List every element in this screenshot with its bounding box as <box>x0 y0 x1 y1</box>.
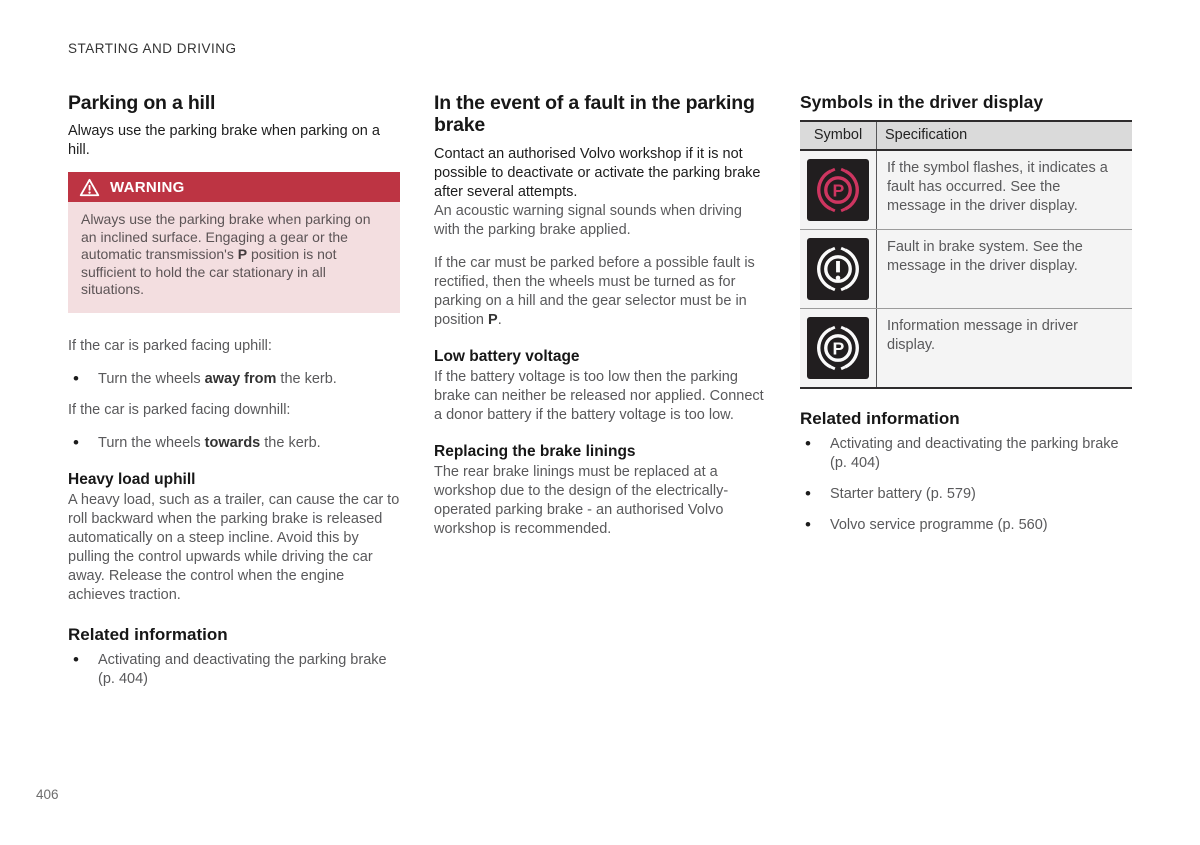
related-list-right <box>800 435 1132 535</box>
related-item: • Activating and deactivating the parking brake (p. 404) <box>800 435 1132 473</box>
article-title-parking-on-a-hill: Parking on a hill <box>68 92 216 114</box>
content-columns <box>68 92 1132 701</box>
related-information-heading-right: Related information <box>800 409 960 428</box>
table-row <box>800 229 1132 308</box>
table-header-row <box>800 122 1132 151</box>
header-cell-specification: Specification <box>885 127 968 143</box>
bullet-list-uphill <box>68 370 400 389</box>
warning-label: WARNING <box>110 178 185 196</box>
page-number: 406 <box>36 787 59 802</box>
paragraph-acoustic-warning: An acoustic warning signal sounds when driving with the parking brake applied. <box>434 202 742 238</box>
spec-cell: If the symbol flashes, it indicates a fault has occurred. See the message in the driver display. <box>887 160 1108 214</box>
related-information-heading-left: Related information <box>68 624 228 644</box>
table-row <box>800 308 1132 387</box>
paragraph-downhill-intro: If the car is parked facing downhill: <box>68 401 291 418</box>
bullet-list-downhill <box>68 434 400 453</box>
page-kicker: STARTING AND DRIVING <box>68 41 237 56</box>
spec-cell: Information message in driver display. <box>887 318 1078 353</box>
table-row <box>800 151 1132 229</box>
subheading-replacing-brake-linings: Replacing the brake linings <box>434 442 636 460</box>
related-item: • Volvo service programme (p. 560) <box>800 516 1132 535</box>
related-item: • Activating and deactivating the parking brake (p. 404) <box>68 651 400 689</box>
article-title-fault-parking-brake: In the event of a fault in the parking brake <box>434 92 755 137</box>
warning-triangle-icon <box>79 178 100 197</box>
symbol-cell <box>800 151 877 229</box>
parking-brake-fault-icon <box>807 159 869 221</box>
symbol-cell <box>800 230 877 308</box>
related-list-left <box>68 651 400 689</box>
brake-system-warning-icon <box>807 238 869 300</box>
warning-text: Always use the parking brake when parking on an inclined surface. Engaging a gear or the automatic transmission's <box>81 211 371 263</box>
paragraph-brake-linings: The rear brake linings must be replaced at a workshop due to the design of the electrically-operated parking brake - an authorised Volvo workshop is recommended. <box>434 463 729 537</box>
symbols-heading: Symbols in the driver display <box>800 92 1044 112</box>
symbols-panel <box>800 92 1132 547</box>
list-item-uphill: • Turn the wheels away from the kerb. <box>68 370 400 389</box>
paragraph-park-before-fault: If the car must be parked before a possible fault is rectified, then the wheels must be turned as for parking on a hill and the gear selector must be in position P. <box>434 254 755 328</box>
lead-paragraph-fault: Contact an authorised Volvo workshop if it is not possible to deactivate or activate the parking brake after several attempts. <box>434 145 761 200</box>
article-parking-on-a-hill <box>68 92 400 701</box>
paragraph-heavy-load: A heavy load, such as a trailer, can cause the car to roll backward when the parking brake is released automatically on a steep incline. Avoid this by pulling the control upwards while driving the car away. Release the control when the engine achieves traction. <box>68 491 400 603</box>
warning-box <box>68 172 400 313</box>
symbols-table <box>800 120 1132 389</box>
warning-body <box>68 202 400 313</box>
list-item-downhill: • Turn the wheels towards the kerb. <box>68 434 400 453</box>
spec-cell: Fault in brake system. See the message in the driver display. <box>887 239 1083 274</box>
article-fault-in-parking-brake <box>434 92 766 553</box>
related-item: • Starter battery (p. 579) <box>800 485 1132 504</box>
lead-paragraph: Always use the parking brake when parking on a hill. <box>68 123 380 159</box>
symbol-cell <box>800 309 877 387</box>
subheading-heavy-load-uphill: Heavy load uphill <box>68 470 196 488</box>
subheading-low-battery-voltage: Low battery voltage <box>434 347 580 365</box>
paragraph-low-battery: If the battery voltage is too low then the parking brake can neither be released nor applied. Connect a donor battery if the battery voltage is too low. <box>434 368 764 423</box>
warning-header <box>68 172 400 202</box>
parking-brake-info-icon <box>807 317 869 379</box>
warning-text-bold-p: P <box>237 246 248 263</box>
paragraph-uphill-intro: If the car is parked facing uphill: <box>68 337 272 354</box>
header-cell-symbol: Symbol <box>800 122 877 149</box>
warning-text-cont: position is not sufficient to hold the car stationary in all situations. <box>81 246 337 298</box>
